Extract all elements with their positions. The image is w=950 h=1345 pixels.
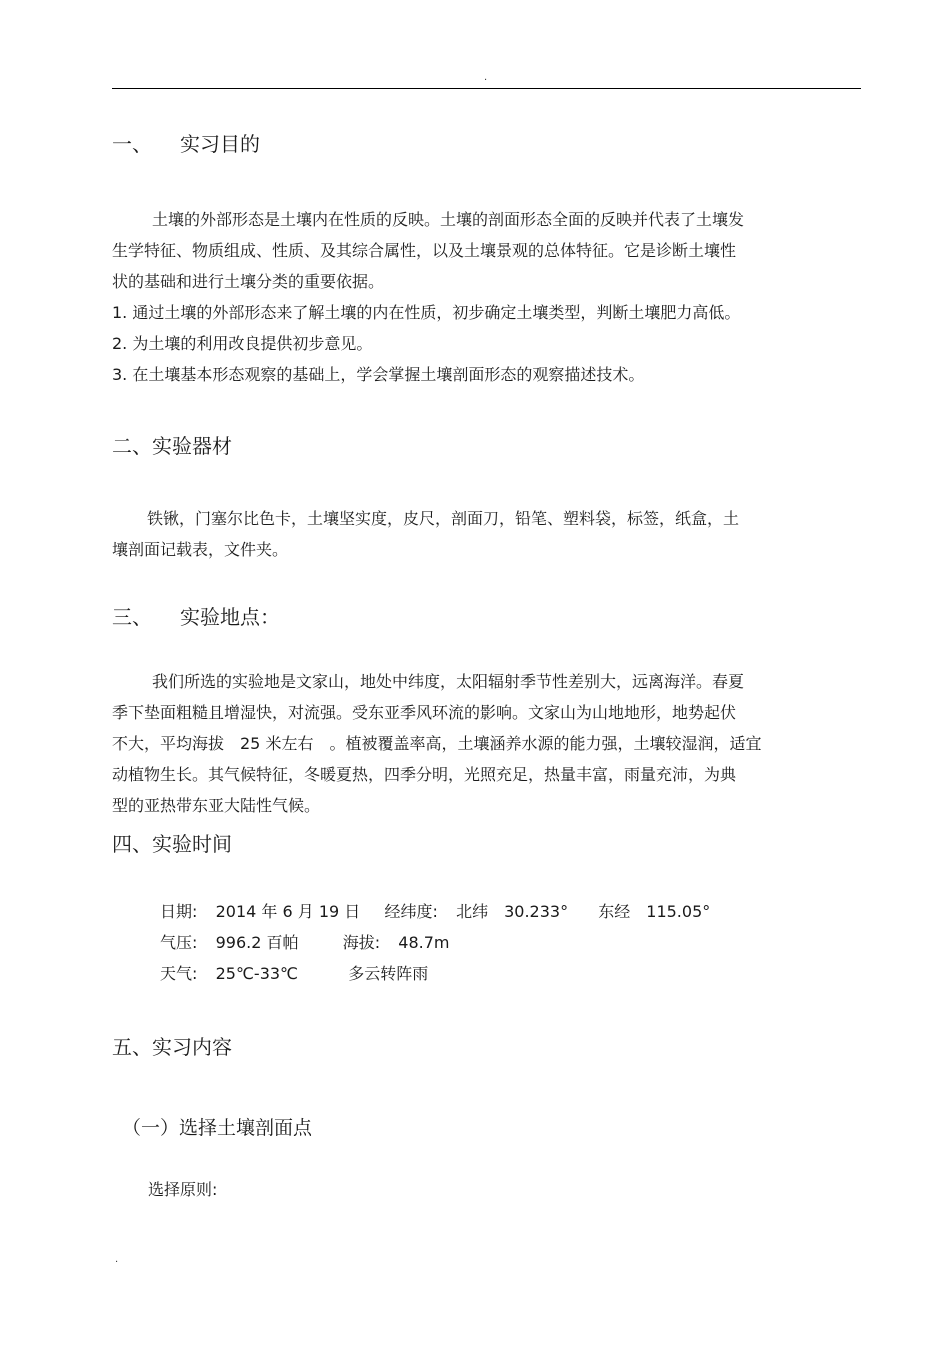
footer-dot: . [115, 1254, 119, 1265]
date-value: 2014 年 6 月 19 日 [215, 902, 361, 921]
header-rule [112, 88, 861, 89]
section-2-heading: 二、实验器材 [112, 434, 232, 458]
paragraph-line: 铁锹，门塞尔比色卡，土壤坚实度，皮尺，剖面刀，铅笔、塑料袋，标签，纸盒，土 [147, 509, 740, 528]
paragraph-line: 季下垫面粗糙且增湿快，对流强。受东亚季风环流的影响。文家山为山地地形，地势起伏 [112, 703, 737, 722]
latitude-value: 北纬 30.233° [456, 902, 569, 921]
paragraph-line: 型的亚热带东亚大陆性气候。 [112, 796, 321, 815]
weather-row [160, 958, 710, 989]
latlon-label: 经纬度: [384, 902, 438, 921]
altitude-label: 海拔: [342, 933, 381, 952]
section-2-paragraph [112, 503, 828, 565]
section-1-paragraph [112, 204, 828, 390]
paragraph-line: 我们所选的实验地是文家山，地处中纬度，太阳辐射季节性差别大，远离海洋。春夏 [152, 672, 745, 691]
list-item: 3. 在土壤基本形态观察的基础上，学会掌握土壤剖面形态的观察描述技术。 [112, 365, 645, 384]
section-3-heading [112, 603, 280, 631]
header-dot: . [484, 72, 488, 83]
pressure-row [160, 927, 710, 958]
section-1-heading [112, 130, 260, 158]
altitude-value: 48.7m [398, 933, 450, 952]
section-3-title: 实验地点： [180, 605, 280, 629]
pressure-label: 气压: [160, 933, 198, 952]
section-3-number: 三、 [112, 605, 152, 629]
weather-label: 天气: [160, 964, 198, 983]
pressure-value: 996.2 百帕 [215, 933, 299, 952]
section-1-title: 实习目的 [180, 132, 260, 156]
principle-label: 选择原则: [148, 1180, 218, 1199]
paragraph-line: 土壤的外部形态是土壤内在性质的反映。土壤的剖面形态全面的反映并代表了土壤发 [152, 210, 745, 229]
section-1-number: 一、 [112, 132, 152, 156]
weather-temperature: 25℃-33℃ [215, 964, 299, 983]
paragraph-line: 动植物生长。其气候特征，冬暖夏热，四季分明，光照充足，热量丰富，雨量充沛，为典 [112, 765, 737, 784]
subsection-1-heading: （一）选择土壤剖面点 [122, 1117, 313, 1139]
paragraph-line: 状的基础和进行土壤分类的重要依据。 [112, 272, 385, 291]
date-row [160, 896, 710, 927]
list-item: 1. 通过土壤的外部形态来了解土壤的内在性质，初步确定土壤类型，判断土壤肥力高低。 [112, 303, 741, 322]
section-5-heading: 五、实习内容 [112, 1035, 232, 1059]
date-label: 日期: [160, 902, 198, 921]
experiment-info [160, 896, 710, 989]
longitude-value: 东经 115.05° [598, 902, 711, 921]
paragraph-line: 生学特征、物质组成、性质、及其综合属性，以及土壤景观的总体特征。它是诊断土壤性 [112, 241, 737, 260]
paragraph-line: 不大，平均海拔 25 米左右 。植被覆盖率高，土壤涵养水源的能力强，土壤较湿润，适宜 [112, 734, 762, 753]
section-3-paragraph [112, 666, 828, 821]
list-item: 2. 为土壤的利用改良提供初步意见。 [112, 334, 373, 353]
paragraph-line: 壤剖面记载表，文件夹。 [112, 540, 289, 559]
section-4-heading: 四、实验时间 [112, 832, 232, 856]
weather-description: 多云转阵雨 [348, 964, 429, 983]
